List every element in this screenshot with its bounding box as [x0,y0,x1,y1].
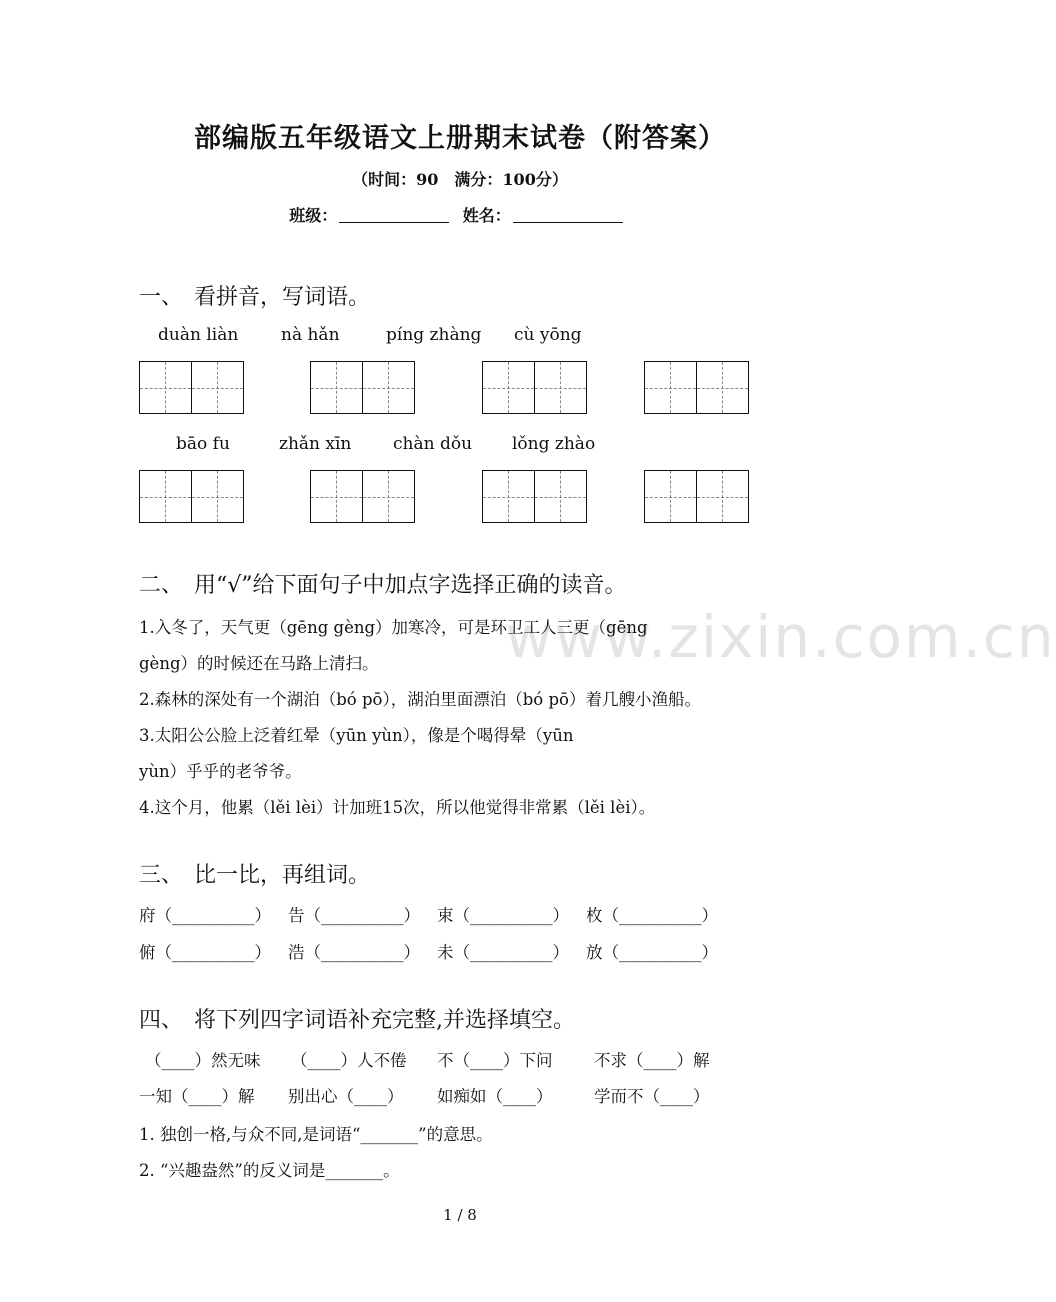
idiom-blank[interactable]: 学而不（____） [594,1087,710,1106]
writing-grid[interactable] [310,361,415,414]
word-blank[interactable]: 放（__________） [586,943,718,962]
name-label: 姓名： [462,206,511,225]
idiom-blank[interactable]: 如痴如（____） [437,1087,553,1106]
writing-grid[interactable] [644,361,749,414]
writing-grid[interactable] [310,470,415,523]
question-line: 2.森林的深处有一个湖泊（bó pō），湖泊里面漂泊（bó pō）着几艘小渔船。 [139,690,701,709]
word-blank[interactable]: 浩（__________） [288,943,420,962]
pinyin-label: zhǎn xīn [279,434,352,454]
exam-meta: （时间：90 满分：100分） [352,170,568,189]
fill-question: 2. “兴趣盎然”的反义词是_______。 [139,1161,400,1180]
page-number: 1 / 8 [443,1206,477,1224]
fill-question: 1. 独创一格,与众不同,是词语“_______”的意思。 [139,1125,493,1144]
writing-grid[interactable] [482,361,587,414]
idiom-blank[interactable]: （____）然无味 [145,1051,261,1070]
pinyin-label: lǒng zhào [512,434,596,454]
idiom-blank[interactable]: （____）人不倦 [291,1051,407,1070]
word-blank[interactable]: 枚（__________） [586,906,718,925]
idiom-blank[interactable]: 不求（____）解 [594,1051,710,1070]
question-line: 3.太阳公公脸上泛着红晕（yūn yùn），像是个喝得晕（yūn [139,726,574,745]
pinyin-label: nà hǎn [281,325,340,345]
question-line: 4.这个月，他累（lěi lèi）计加班15次，所以他觉得非常累（lěi lèi）。 [139,798,656,817]
pinyin-label: cù yōng [514,325,582,345]
word-blank[interactable]: 俯（__________） [139,943,271,962]
student-info [0,203,920,226]
question-line: yùn）乎乎的老爷爷。 [139,762,302,781]
class-label: 班级： [289,206,338,225]
class-blank[interactable] [339,208,449,223]
section-1-heading: 一、 看拼音，写词语。 [139,285,371,310]
word-blank[interactable]: 束（__________） [437,906,569,925]
idiom-blank[interactable]: 别出心（____） [288,1087,404,1106]
idiom-blank[interactable]: 一知（____）解 [139,1087,255,1106]
section-4-heading: 四、 将下列四字词语补充完整,并选择填空。 [139,1008,575,1033]
word-blank[interactable]: 未（__________） [437,943,569,962]
question-line: 1.入冬了，天气更（gēng gèng）加寒冷，可是环卫工人三更（gēng [139,618,648,637]
question-line: gèng）的时候还在马路上清扫。 [139,654,379,673]
name-blank[interactable] [513,208,623,223]
word-blank[interactable]: 告（__________） [288,906,420,925]
pinyin-label: píng zhàng [386,325,482,345]
section-3-heading: 三、 比一比，再组词。 [139,863,371,888]
writing-grid[interactable] [139,470,244,523]
section-2-heading: 二、 用“√”给下面句子中加点字选择正确的读音。 [139,573,627,598]
pinyin-label: bāo fu [176,434,230,454]
watermark: www.zixin.com.cn [505,603,1056,671]
writing-grid[interactable] [139,361,244,414]
writing-grid[interactable] [644,470,749,523]
pinyin-label: chàn dǒu [393,434,473,454]
idiom-blank[interactable]: 不（____）下问 [437,1051,553,1070]
page-title: 部编版五年级语文上册期末试卷（附答案） [194,123,726,154]
pinyin-label: duàn liàn [158,325,239,345]
word-blank[interactable]: 府（__________） [139,906,271,925]
writing-grid[interactable] [482,470,587,523]
